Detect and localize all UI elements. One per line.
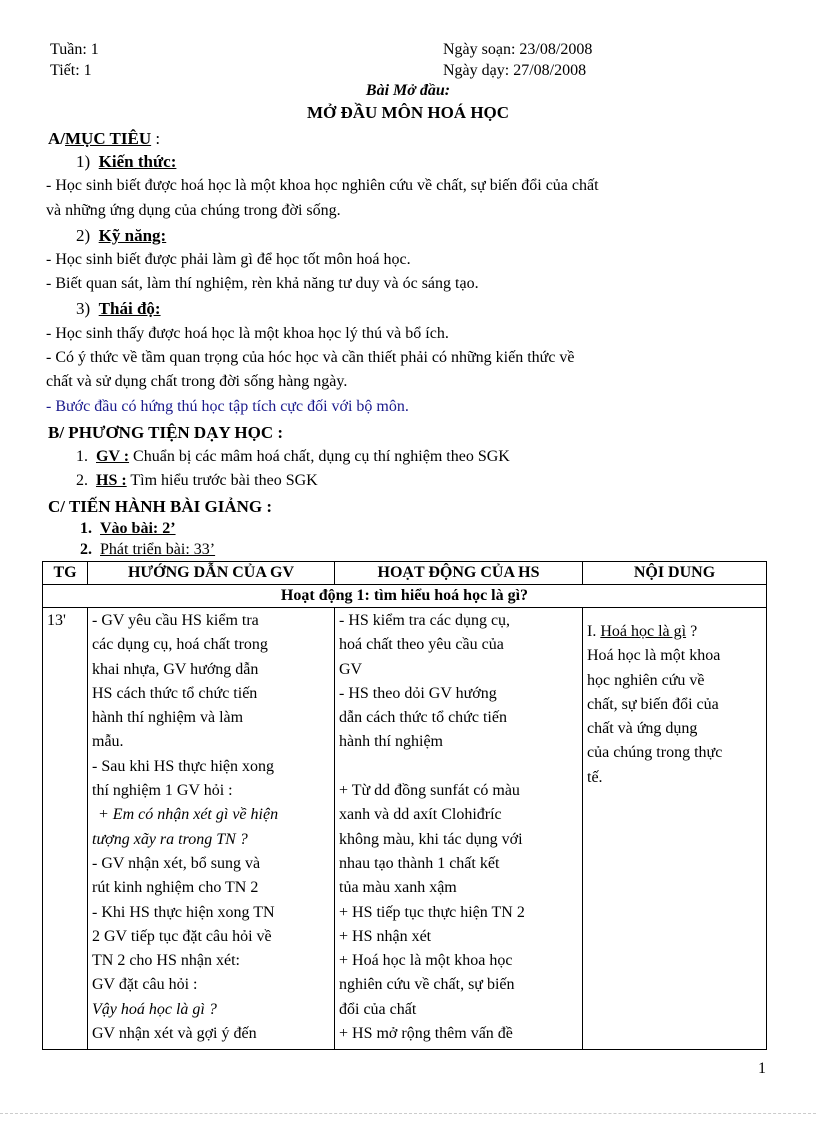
hs-line: - HS kiểm tra các dụng cụ, — [339, 612, 511, 629]
hs-line: dẫn cách thức tổ chức tiến — [339, 709, 507, 727]
teacher-cell — [88, 608, 335, 1050]
header-gv: HƯỚNG DẪN CỦA GV — [88, 562, 335, 585]
hs-line: - HS theo dỏi GV hướng — [339, 684, 497, 702]
lesson-title: MỞ ĐẦU MÔN HOÁ HỌC — [306, 103, 510, 122]
hs-line-blank — [339, 755, 578, 779]
hs-line: GV — [339, 660, 363, 678]
gv-line: TN 2 cho HS nhận xét: — [92, 952, 240, 970]
activity-title: Hoạt động 1: tìm hiểu hoá học là gì? — [43, 585, 767, 608]
gv-line: tượng xãy ra trong TN ? — [92, 830, 248, 848]
hs-line: + HS mở rộng thêm vấn đề — [339, 1025, 513, 1043]
hs-line: + HS nhận xét — [339, 927, 432, 945]
gv-line: HS cách thức tổ chức tiến — [92, 684, 258, 702]
hs-line: không màu, khi tác dụng với — [339, 830, 523, 848]
skills-line-2: - Biết quan sát, làm thí nghiệm, rèn khả năng tư duy và óc sáng tạo. — [46, 275, 479, 292]
skills-line-1: - Học sinh biết được phải làm gì để học tốt môn hoá học. — [46, 251, 411, 268]
teacher-prep: 1. GV : Chuẩn bị các mâm hoá chất, dụng cụ thí nghiệm theo SGK — [76, 448, 510, 465]
nd-line: chất và ứng dụng — [587, 720, 698, 738]
section-c-heading: C/ TIẾN HÀNH BÀI GIẢNG : — [48, 497, 273, 516]
objective-attitude: 3) Thái độ: — [76, 299, 161, 318]
hs-line: nhau tạo thành 1 chất kết — [339, 854, 500, 872]
content-cell — [583, 608, 767, 1050]
content-heading: I. Hoá học là gì ? — [587, 623, 698, 640]
gv-line: GV đặt câu hỏi : — [92, 976, 198, 994]
gv-line: GV nhận xét và gợi ý đến — [92, 1025, 257, 1043]
section-b-heading: B/ PHƯƠNG TIỆN DẠY HỌC : — [48, 423, 284, 442]
gv-line: các dụng cụ, hoá chất trong — [92, 636, 268, 654]
hs-line: nghiên cứu về chất, sự biến — [339, 976, 515, 994]
hs-line: hành thí nghiệm — [339, 733, 443, 751]
lesson-subtitle: Bài Mở đầu: — [365, 82, 451, 99]
section-a-heading: A/MỤC TIÊU : — [48, 129, 161, 148]
nd-line: của chúng trong thực — [587, 744, 723, 762]
gv-line: 2 GV tiếp tục đặt câu hỏi về — [92, 927, 272, 945]
gv-line: + Em có nhận xét gì về hiện — [98, 806, 279, 824]
gv-line: hành thí nghiệm và làm — [92, 709, 244, 727]
nd-line: tế. — [587, 768, 603, 786]
gv-line: - Sau khi HS thực hiện xong — [92, 757, 274, 775]
gv-line: khai nhựa, GV hướng dẫn — [92, 660, 259, 678]
student-cell — [335, 608, 583, 1050]
attitude-line-blue: - Bước đầu có hứng thú học tập tích cực đối với bộ môn. — [46, 398, 409, 415]
tuan-label: Tuần: 1 — [50, 41, 99, 58]
nd-line: học nghiên cứu về — [587, 671, 705, 689]
header-hs: HOẠT ĐỘNG CỦA HS — [335, 562, 583, 585]
page-number: 1 — [758, 1060, 766, 1077]
attitude-line-1: - Học sinh thấy được hoá học là một khoa học lý thú và bổ ích. — [46, 325, 449, 342]
ngay-soan: Ngày soạn: 23/08/2008 — [443, 41, 593, 58]
time-cell — [43, 608, 88, 1050]
table-row — [43, 608, 767, 1050]
gv-line: - GV yêu cầu HS kiểm tra — [92, 612, 259, 629]
time-value: 13' — [47, 612, 66, 629]
gv-line: Vậy hoá học là gì ? — [92, 1000, 217, 1018]
hs-line: xanh và dd axít Clohiđríc — [339, 806, 502, 824]
gv-line: thí nghiệm 1 GV hỏi : — [92, 782, 233, 800]
hs-line: + Hoá học là một khoa học — [339, 952, 513, 970]
lesson-table — [42, 561, 767, 1050]
attitude-line-3: chất và sử dụng chất trong đời sống hàng ngày. — [46, 373, 348, 390]
objective-knowledge: 1) Kiến thức: — [76, 152, 177, 171]
hs-line: hoá chất theo yêu cầu của — [339, 636, 504, 654]
page-divider — [0, 1113, 816, 1114]
table-header-row — [43, 562, 767, 585]
header-noi-dung: NỘI DUNG — [583, 562, 767, 585]
activity-title-row — [43, 585, 767, 608]
hs-line: + HS tiếp tục thực hiện TN 2 — [339, 903, 525, 921]
ngay-day: Ngày dạy: 27/08/2008 — [443, 62, 587, 79]
nd-line: chất, sự biến đổi của — [587, 695, 719, 713]
header-tg: TG — [43, 562, 88, 585]
knowledge-line-1: - Học sinh biết được hoá học là một khoa học nghiên cứu về chất, sự biến đổi của chất — [46, 177, 599, 194]
tiet-label: Tiết: 1 — [50, 62, 92, 79]
nd-line: Hoá học là một khoa — [587, 647, 721, 665]
step-intro: 1. Vào bài: 2’ — [80, 520, 176, 537]
gv-line: - Khi HS thực hiện xong TN — [92, 903, 275, 921]
gv-line: mẫu. — [92, 733, 124, 751]
hs-line: đổi của chất — [339, 1000, 417, 1018]
step-development: 2. Phát triển bài: 33’ — [80, 541, 216, 558]
objective-skills: 2) Kỹ năng: — [76, 226, 167, 245]
attitude-line-2: - Có ý thức về tầm quan trọng của hóc học và cần thiết phải có những kiến thức về — [46, 349, 575, 366]
knowledge-line-2: và những ứng dụng của chúng trong đời sống. — [46, 202, 341, 219]
hs-line: tủa màu xanh xậm — [339, 879, 457, 897]
gv-line: - GV nhận xét, bổ sung và — [92, 854, 261, 872]
gv-line: rút kinh nghiệm cho TN 2 — [92, 879, 259, 897]
hs-line: + Từ dd đồng sunfát có màu — [339, 782, 520, 800]
student-prep: 2. HS : Tìm hiểu trước bài theo SGK — [76, 472, 318, 489]
